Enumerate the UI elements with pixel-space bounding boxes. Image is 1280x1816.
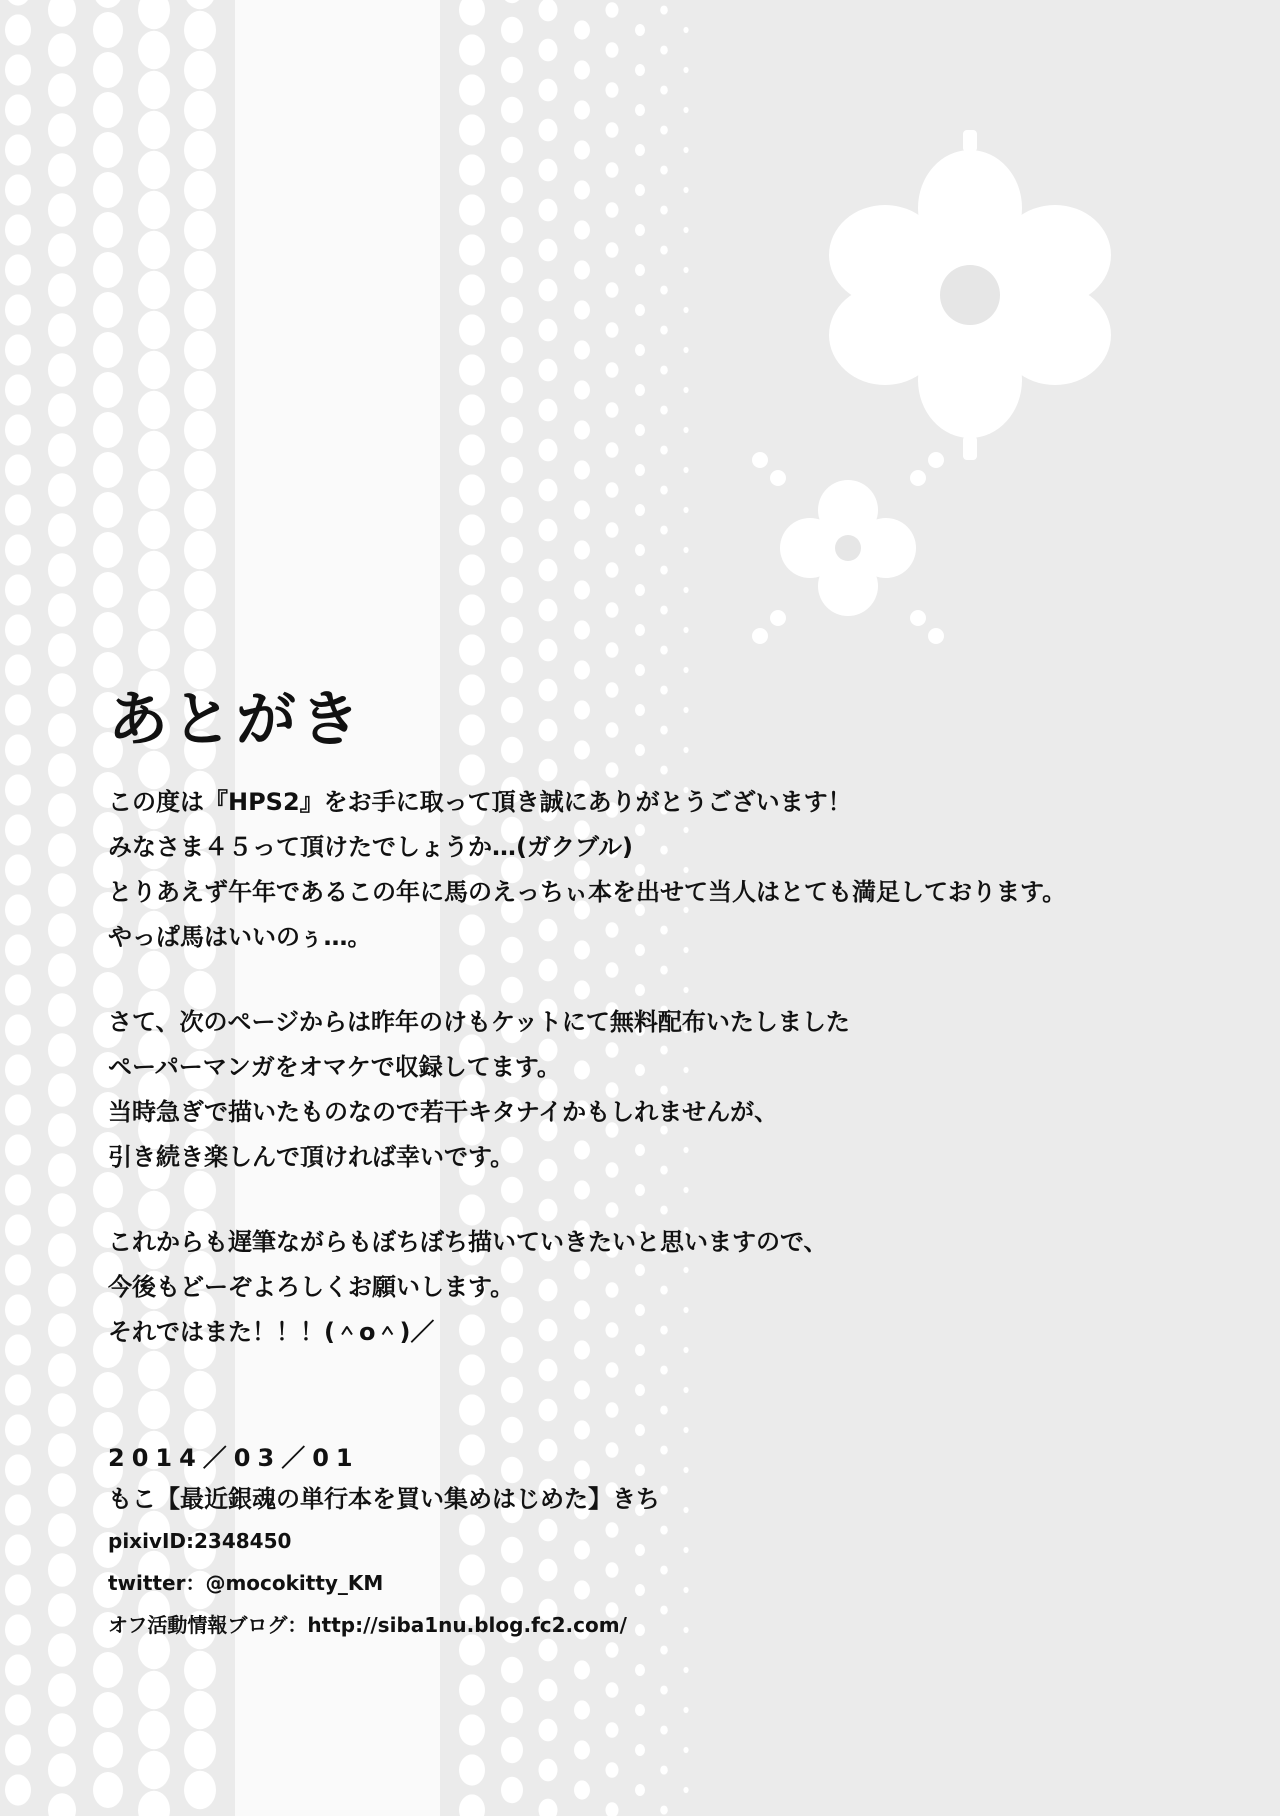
text-line: とりあえず午年であるこの年に馬のえっちぃ本を出せて当人はとても満足しております。 (108, 878, 1067, 906)
text-line: 今後もどーぞよろしくお願いします。 (108, 1273, 515, 1301)
paragraph-closing (108, 1220, 1188, 1355)
text-line: それではまた！！！(＾o＾)／ (108, 1318, 435, 1346)
author-name: もこ【最近銀魂の単行本を買い集めはじめた】きち (108, 1485, 660, 1513)
pixiv-id: pixivID:2348450 (108, 1529, 292, 1553)
text-line: この度は『HPS2』をお手に取って頂き誠にありがとうございます！ (108, 788, 852, 816)
paragraph-thanks (108, 780, 1188, 960)
text-line: ペーパーマンガをオマケで収録してます。 (108, 1053, 561, 1081)
text-line: さて、次のページからは昨年のけもケットにて無料配布いたしました (108, 1008, 850, 1036)
text-line: これからも遅筆ながらもぼちぼち描いていきたいと思いますので、 (108, 1228, 828, 1256)
paragraph-bonus (108, 1000, 1188, 1180)
afterword-heading: あとがき (108, 685, 364, 755)
date: 2014／03／01 (108, 1444, 360, 1472)
twitter-handle: twitter：@mocokitty_KM (108, 1571, 384, 1595)
afterword-text (108, 680, 1188, 1395)
text-line: やっぱ馬はいいのぅ…。 (108, 923, 372, 951)
large-flower-icon (820, 130, 1120, 460)
text-line: 引き続き楽しんで頂ければ幸いです。 (108, 1143, 515, 1171)
text-line: 当時急ぎで描いたものなので若干キタナイかもしれませんが、 (108, 1098, 779, 1126)
signature-block (108, 1438, 1188, 1646)
blog-url: オフ活動情報ブログ：http://siba1nu.blog.fc2.com/ (108, 1613, 627, 1637)
text-line: みなさま４５って頂けたでしょうか…(ガクブル) (108, 833, 633, 861)
small-flower-icon (748, 448, 948, 648)
